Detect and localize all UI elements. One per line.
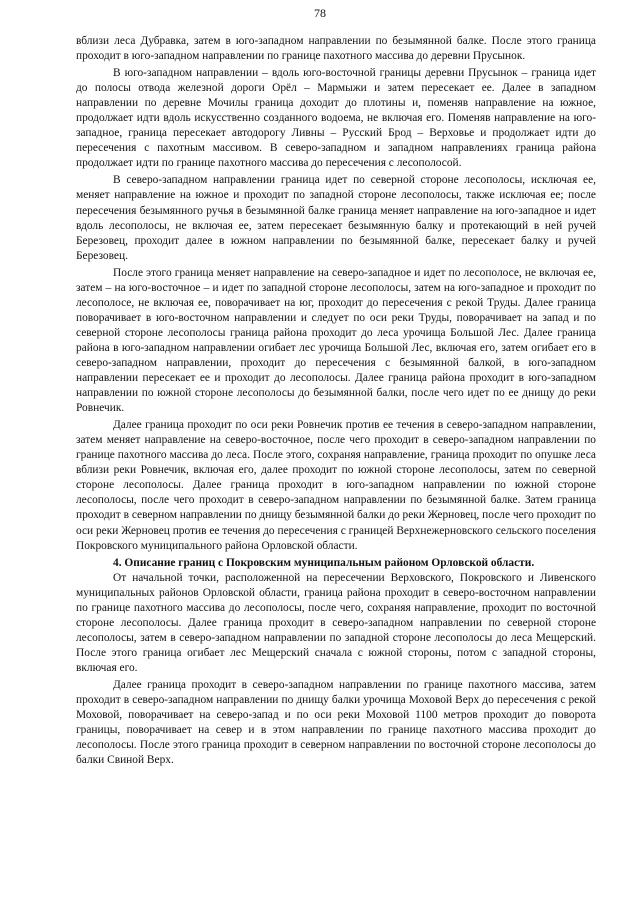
section-heading: 4. Описание границ с Покровским муниципальным районом Орловской области. [113, 556, 535, 569]
paragraph: После этого граница меняет направление на северо-западное и идет по лесополосе, не включая ее, затем – на юго-восточное – и идет по западной стороне лесополосы, затем на юго-западное и проходит по лесополосе, не включая ее, поворачивает на юг, проходит до пересечения с рекой Труды. Далее граница поворачивает в юго-восточном направлении и следует по оси реки Труды, поворачивает на запад и по северной стороне лесополосы граница района проходит до леса урочища Большой Лес. Далее граница района в юго-западном направлении огибает лес урочища Большой Лес, включая его, затем огибает его в северо-западном направлении, проходит до пересечения с безымянной балкой, в юго-западном направлении пересекает ее и проходит до лесополосы. Далее граница района проходит в юго-западном направлении по южной стороне лесополосы до безымянной балки, после чего идет по ее днищу до реки Ровнечик. [76, 266, 596, 415]
document-body [76, 34, 596, 768]
paragraph: Далее граница проходит по оси реки Ровнечик против ее течения в северо-западном направлении, затем меняет направление на северо-восточное, после чего проходит в северо-западном направлении по границе пахотного массива до леса. После этого, сохраняя направление, граница проходит по опушке леса вблизи реки Ровнечик, включая его, далее проходит по южной стороне лесополосы, затем по северной стороне лесополосы. Далее граница проходит в юго-западном направлении по южной стороне лесополосы, после чего проходит в северо-западном направлении по безымянной балке. Затем граница проходит в северном направлении по днищу безымянной балки до реки Жерновец, после чего проходит по оси реки Жерновец против ее течения до пересечения с границей Верхнежерновского сельского поселения Покровского муниципального района Орловской области. [76, 419, 596, 552]
page-number: 78 [314, 6, 326, 20]
paragraph: Далее граница проходит в северо-западном направлении по границе пахотного массива, затем проходит в северо-западном направлении по днищу балки урочища Моховой Верх до пересечения с рекой Моховой, поворачивает на северо-запад и по оси реки Моховой 1100 метров проходит до поворота границы, поворачивает на север и в этом направлении по границе пахотного массива проходит до лесополосы. После этого граница проходит в северном направлении по восточной стороне лесополосы до балки Свиной Верх. [76, 678, 596, 767]
paragraph: От начальной точки, расположенной на пересечении Верховского, Покровского и Ливенского муниципальных районов Орловской области, граница района проходит в северо-восточном направлении по границе пахотного массива до лесополосы, после чего, сохраняя направление, проходит по восточной стороне лесополосы. Далее граница проходит в северо-западном направлении по северной стороне лесополосы, затем в северо-западном направлении по западной стороне лесополосы до леса Мещерский. После этого граница огибает лес Мещерский сначала с южной стороны, потом с западной стороны, включая его. [76, 571, 596, 674]
paragraph: В юго-западном направлении – вдоль юго-восточной границы деревни Прусынок – граница идет до полосы отвода железной дороги Орёл – Мармыжи и затем пересекает ее. Далее в западном направлении по деревне Мочилы граница доходит до плотины и, поменяв направление на южное, продолжает идти вдоль искусственно созданного водоема, не включая его. Поменяв направление на юго-западное, граница пересекает автодорогу Ливны – Русский Брод – Верховье и продолжает идти до пересечения с пахотным массивом. В северо-западном и западном направлениях граница района продолжает идти по границе пахотного массива до пересечения с лесополосой. [76, 67, 596, 170]
paragraph: В северо-западном направлении граница идет по северной стороне лесополосы, исключая ее, меняет направление на южное и проходит по западной стороне лесополосы, также исключая ее; после пересечения безымянного ручья в безымянной балке граница меняет направление на юго-западное и идет вдоль лесополосы, не включая ее, затем пересекает безымянную балку и протекающий в ней ручей Березовец, проходит далее в южном направлении по безымянной балке, пересекает балку и ручей Березовец. [76, 174, 596, 262]
paragraph: вблизи леса Дубравка, затем в юго-западном направлении по безымянной балке. После этого граница проходит в юго-западном направлении по границе пахотного массива до деревни Прусынок. [76, 35, 596, 63]
